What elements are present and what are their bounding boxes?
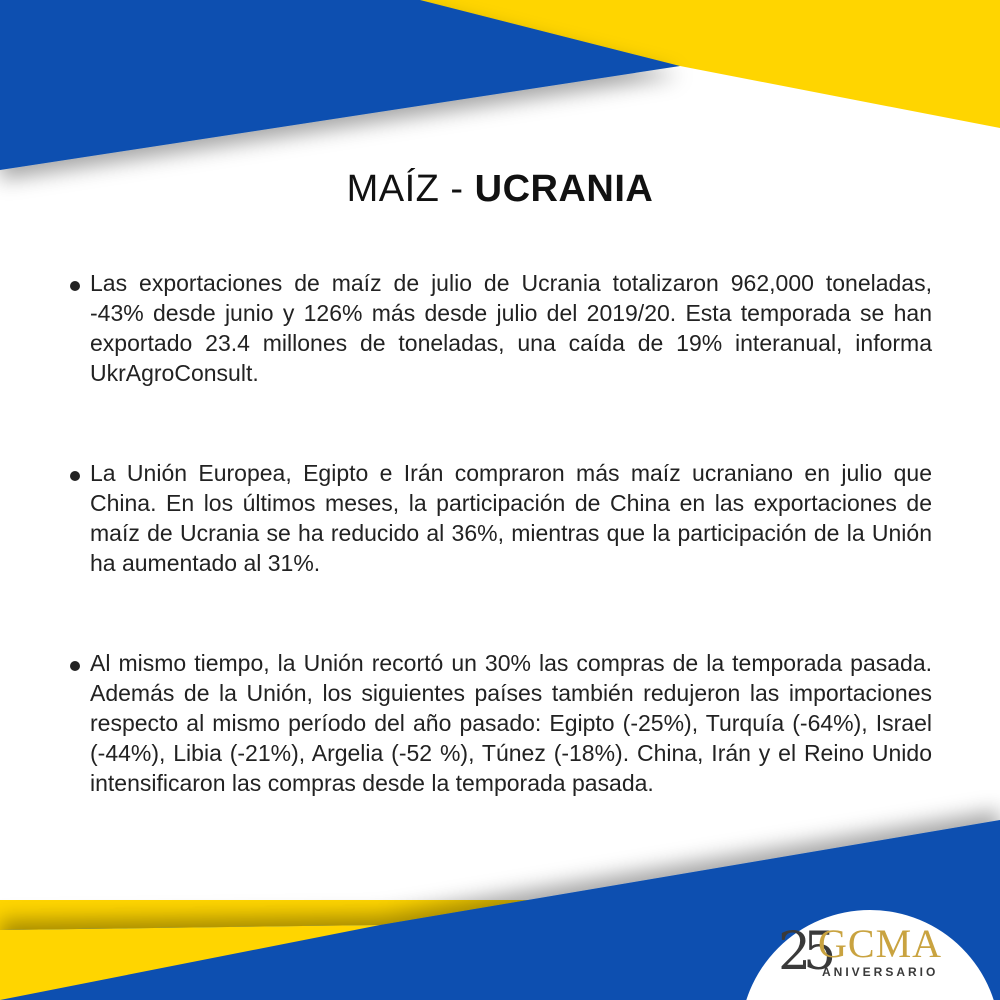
list-item: [68, 458, 932, 578]
paragraph-text: La Unión Europea, Egipto e Irán compraron más maíz ucraniano en julio que China. En los últimos meses, la participación de China en las exportaciones de maíz de Ucrania se ha reducido al 36%, mientras que la participación de la Unión ha aumentado al 31%.: [90, 460, 932, 576]
paragraph-text: Al mismo tiempo, la Unión recortó un 30% las compras de la temporada pasada. Además de la Unión, los siguientes países también redujeron las importaciones respecto al mismo período del año pasado: Egipto (-25%), Turquía (-64%), Israel (-44%), Libia (-21%), Argelia (-52 %), Túnez (-18%). China, Irán y el Reino Unido intensificaron las compras desde la temporada pasada.: [90, 650, 932, 796]
logo-subtitle: ANIVERSARIO: [822, 965, 939, 979]
list-item: [68, 268, 932, 388]
bullet-icon: [70, 471, 80, 481]
title-prefix: MAÍZ -: [346, 168, 475, 210]
paragraph-text: Las exportaciones de maíz de julio de Ucrania totalizaron 962,000 toneladas, -43% desde junio y 126% más desde julio del 2019/20. Esta temporada se han exportado 23.4 millones de toneladas, una caída de 19% interanual, informa UkrAgroConsult.: [90, 270, 932, 386]
bullet-list: [68, 268, 932, 798]
logo-number: 25: [778, 922, 829, 982]
gcma-logo: [770, 910, 1000, 1000]
page-title: [0, 168, 1000, 211]
bullet-icon: [70, 661, 80, 671]
list-item: [68, 648, 932, 798]
logo-brand: GCMA: [818, 921, 943, 966]
title-country: UCRANIA: [474, 168, 654, 210]
bullet-icon: [70, 281, 80, 291]
